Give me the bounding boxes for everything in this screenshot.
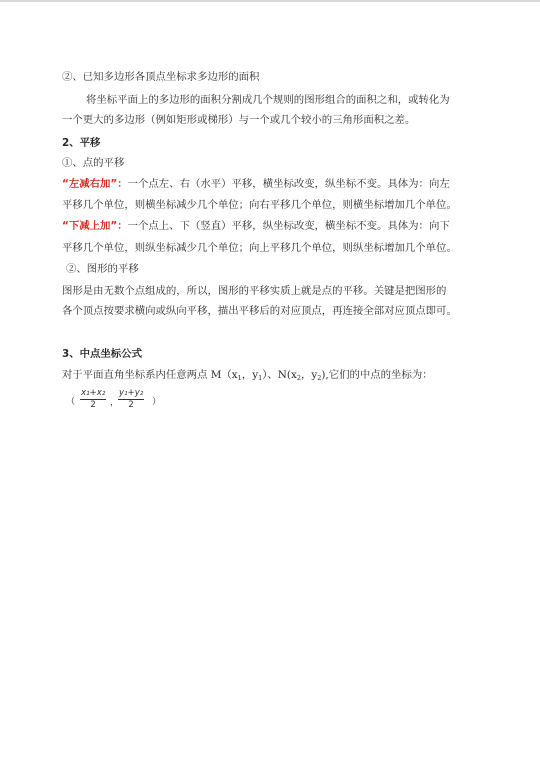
rule-horizontal-tag: “左减右加”： bbox=[62, 178, 128, 190]
figure-translation-heading: ②、图形的平移 bbox=[66, 263, 139, 275]
fraction-y-numerator: y₁+y₂ bbox=[119, 388, 144, 398]
midpoint-sentence bbox=[62, 368, 482, 385]
formula-fraction-y bbox=[118, 388, 144, 411]
area-paragraph-line-1: 将坐标平面上的多边形的面积分割成几个规则的图形组合的面积之和，或转化为 bbox=[86, 94, 450, 106]
fraction-x-numerator: x₁+x₂ bbox=[81, 388, 106, 398]
midpoint-text-5: ),它们的中点的坐标为： bbox=[321, 369, 433, 381]
fraction-x-denominator: 2 bbox=[90, 400, 96, 410]
rule-horizontal-line-2: 平移几个单位，则横坐标减少几个单位；向右平移几个单位，则横坐标增加几个单位。 bbox=[62, 199, 457, 211]
midpoint-text-2: ，y bbox=[241, 369, 259, 381]
midpoint-text-3: ）、N(x bbox=[262, 369, 297, 381]
area-paragraph-line-2: 一个更大的多边形（例如矩形或梯形）与一个或几个较小的三角形面积之差。 bbox=[62, 114, 416, 126]
midpoint-text-1: 对于平面直角坐标系内任意两点 M（x bbox=[62, 369, 238, 381]
rule-vertical-text: 一个点上、下（竖直）平移，纵坐标改变，横坐标不变。具体为：向下 bbox=[127, 220, 450, 232]
subscript: 1 bbox=[237, 374, 242, 382]
midpoint-text-4: ，y bbox=[300, 369, 318, 381]
rule-vertical-tag: “下减上加”： bbox=[62, 220, 128, 232]
formula-close-paren: ） bbox=[152, 397, 162, 407]
section-2-heading: 2、平移 bbox=[62, 137, 101, 149]
figure-paragraph-line-1: 图形是由无数个点组成的，所以，图形的平移实质上就是点的平移。关键是把图形的 bbox=[62, 285, 447, 297]
subscript: 1 bbox=[258, 374, 263, 382]
point-translation-heading: ①、点的平移 bbox=[62, 157, 125, 169]
rule-vertical-line-2: 平移几个单位，则纵坐标减少几个单位；向上平移几个单位，则纵坐标增加几个单位。 bbox=[62, 242, 457, 254]
section-3-heading: 3、中点坐标公式 bbox=[62, 348, 142, 360]
rule-vertical-line-1 bbox=[62, 219, 482, 233]
rule-horizontal-text: 一个点左、右（水平）平移，横坐标改变，纵坐标不变。具体为：向左 bbox=[127, 178, 450, 190]
midpoint-formula bbox=[66, 388, 186, 414]
subscript: 2 bbox=[317, 374, 322, 382]
formula-fraction-x bbox=[80, 388, 106, 411]
rule-horizontal-line-1 bbox=[62, 177, 482, 191]
fraction-y-denominator: 2 bbox=[128, 400, 134, 410]
area-subheading: ②、已知多边形各顶点坐标求多边形的面积 bbox=[62, 71, 260, 83]
figure-paragraph-line-2: 各个顶点按要求横向或纵向平移，描出平移后的对应顶点，再连接全部对应顶点即可。 bbox=[62, 305, 457, 317]
formula-comma: ， bbox=[110, 398, 120, 408]
subscript: 2 bbox=[296, 374, 301, 382]
formula-open-paren: （ bbox=[66, 397, 76, 407]
